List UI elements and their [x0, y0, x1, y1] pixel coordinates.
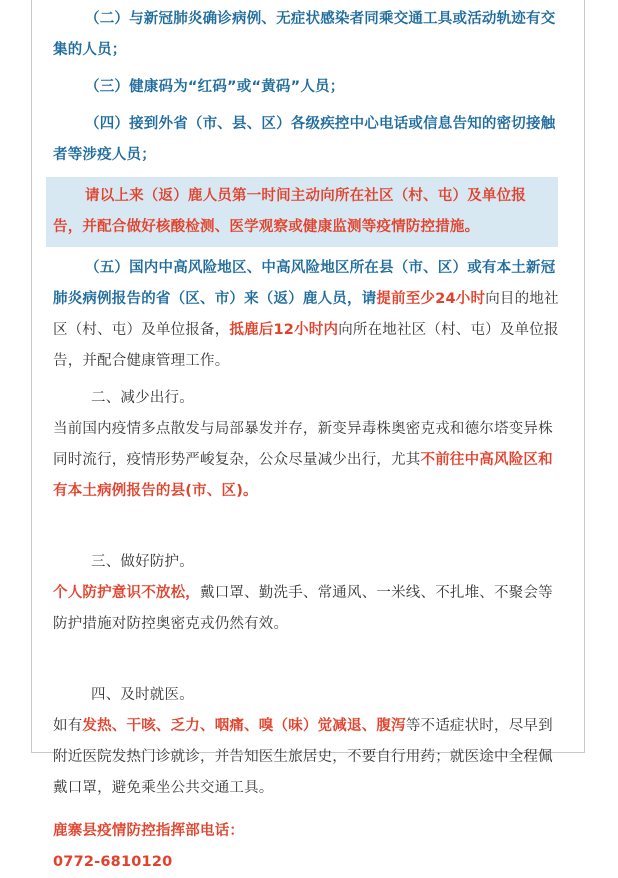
- reduce-red: 不前往中高风险区和有本土病例报告的县(市、区)。: [53, 452, 553, 499]
- protect-body: [53, 578, 565, 640]
- section-4: （四）接到外省（市、县、区）各级疾控中心电话或信息告知的密切接触者等涉疫人员；: [53, 116, 556, 163]
- section-5-red-1: 提前至少24小时: [376, 291, 486, 307]
- section-5: [53, 253, 565, 377]
- section-2: （二）与新冠肺炎确诊病例、无症状感染者同乘交通工具或活动轨迹有交集的人员；: [53, 11, 556, 58]
- section-5-tail: 向所在地社区（村、屯）及单位报告，并配合健康管理工作。: [53, 322, 559, 369]
- section-3: （三）健康码为“红码”或“黄码”人员；: [85, 79, 345, 95]
- section-5-mid: 向目的地社区（村、屯）及单位报备，: [53, 291, 559, 338]
- protect-text: 戴口罩、勤洗手、常通风、一米线、不扎堆、不聚会等防护措施对防控奥密克戎仍然有效。: [53, 585, 553, 632]
- reduce-heading: 二、减少出行。: [91, 390, 194, 406]
- medical-heading: 四、及时就医。: [91, 687, 194, 703]
- reduce-text: 当前国内疫情多点散发与局部暴发并存，新变异毒株奥密克戎和德尔塔变异株同时流行，疫情形势严峻复杂，公众尽量减少出行，尤其: [53, 421, 553, 468]
- medical-lead: 如有: [53, 718, 83, 734]
- notice-body: [53, 4, 565, 878]
- medical-text: 等不适症状时，尽早到附近医院发热门诊就诊，并告知医生旅居史，不要自行用药；就医途中全程佩戴口罩，避免乘坐公共交通工具。: [53, 718, 553, 796]
- protect-heading: 三、做好防护。: [91, 554, 194, 570]
- medical-body: [53, 711, 565, 804]
- section-5-lead: （五）国内中高风险地区、中高风险地区所在县（市、区）或有本土新冠肺炎病例报告的省（区、市）来（返）鹿人员，请: [53, 260, 556, 307]
- reduce-body: [53, 414, 565, 507]
- contact-label: 鹿寨县疫情防控指挥部电话：: [53, 823, 245, 839]
- highlight-notice: [46, 177, 558, 247]
- notice-text: 请以上来（返）鹿人员第一时间主动向所在社区（村、屯）及单位报告，并配合做好核酸检测、医学观察或健康监测等疫情防控措施。: [53, 188, 526, 235]
- protect-red: 个人防护意识不放松，: [53, 585, 200, 601]
- medical-red: 发热、干咳、乏力、咽痛、嗅（味）觉减退、腹泻: [82, 718, 406, 734]
- section-5-red-2: 抵鹿后12小时内: [229, 322, 339, 338]
- contact-phone[interactable]: 0772-6810120: [53, 854, 173, 870]
